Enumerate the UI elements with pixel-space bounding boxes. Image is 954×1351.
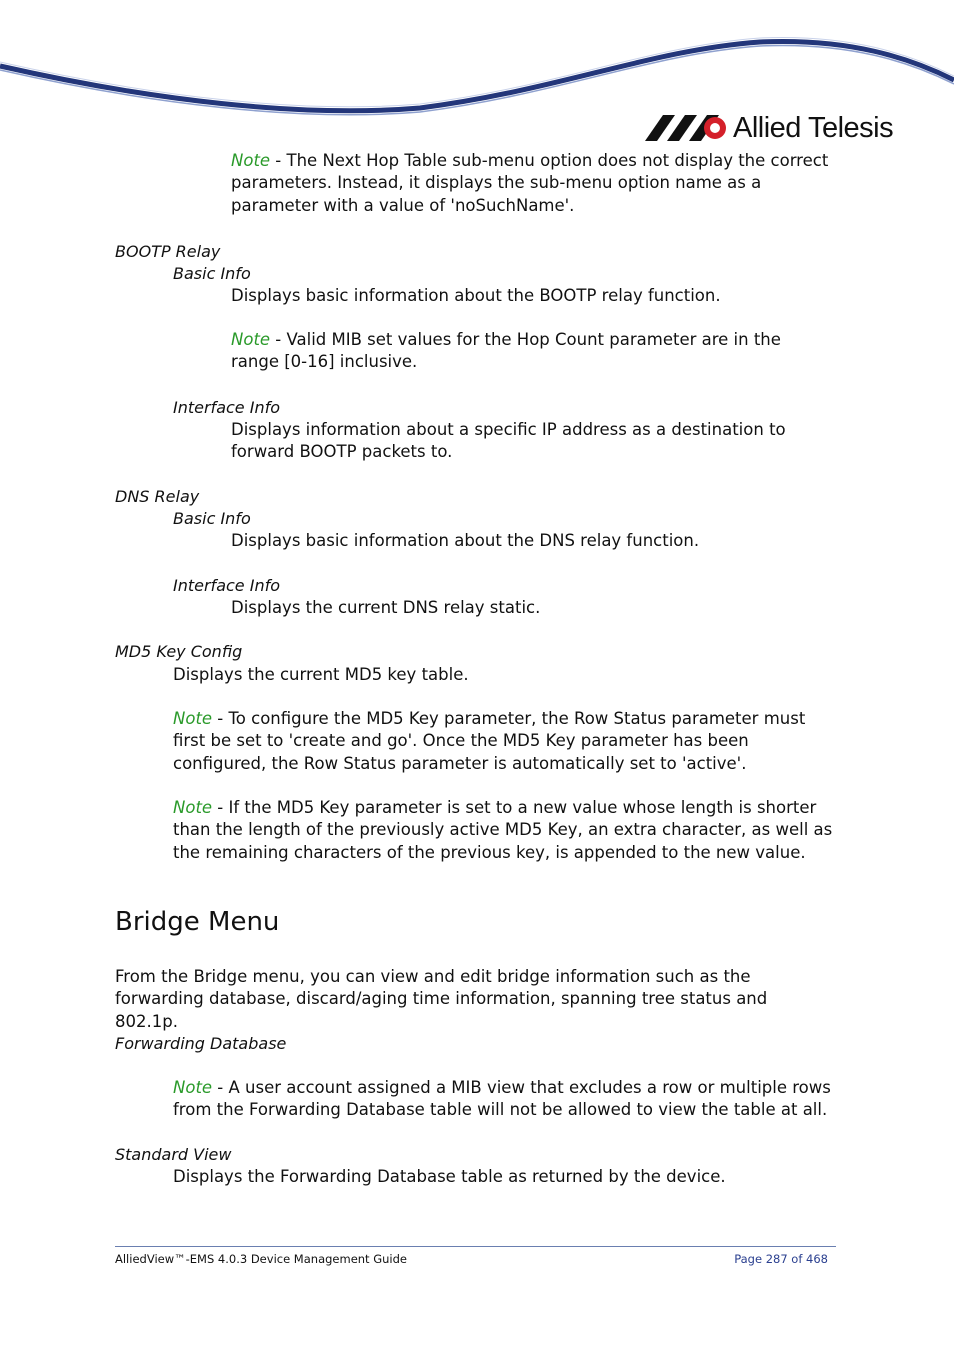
note-text: - A user account assigned a MIB view that excludes a row or multiple rows from the Forwarding Database table will not be allowed to view the table at all.	[173, 1078, 831, 1120]
footer-doc-title: AlliedView™-EMS 4.0.3 Device Management Guide	[115, 1252, 407, 1266]
allied-telesis-logo	[645, 108, 893, 148]
note-label: Note	[231, 330, 271, 349]
logo-mark-icon	[645, 115, 727, 141]
dns-iface-desc: Displays the current DNS relay static.	[231, 598, 541, 617]
dns-basic-desc: Displays basic information about the DNS relay function.	[231, 531, 700, 550]
note-text: - Valid MIB set values for the Hop Count parameter are in the range [0-16] inclusive.	[231, 330, 781, 372]
note-label: Note	[173, 1078, 213, 1097]
logo-text: Allied Telesis	[733, 111, 894, 144]
bootp-basic-desc: Displays basic information about the BOOTP relay function.	[231, 286, 721, 305]
note-text: - To configure the MD5 Key parameter, the Row Status parameter must first be set to 'create and go'. Once the MD5 Key parameter has been configured, the Row Status parameter is automatically set to 'active'.	[173, 709, 806, 773]
nexthop-note	[231, 150, 831, 217]
md5-note-1	[173, 708, 833, 775]
bootp-basic-title: Basic Info	[173, 264, 251, 283]
standard-view-title: Standard View	[115, 1145, 232, 1164]
note-label: Note	[173, 798, 213, 817]
md5-title: MD5 Key Config	[115, 642, 243, 661]
footer-divider	[115, 1246, 836, 1247]
note-label: Note	[173, 709, 213, 728]
footer-page-number: Page 287 of 468	[734, 1252, 828, 1266]
fdb-title: Forwarding Database	[115, 1034, 287, 1053]
note-label: Note	[231, 151, 271, 170]
md5-note-2	[173, 797, 833, 864]
bootp-basic-note	[231, 329, 831, 374]
bootp-relay-title: BOOTP Relay	[115, 242, 221, 261]
bootp-iface-title: Interface Info	[173, 398, 280, 417]
standard-view-desc: Displays the Forwarding Database table as returned by the device.	[173, 1167, 726, 1186]
md5-desc: Displays the current MD5 key table.	[173, 665, 469, 684]
dns-relay-title: DNS Relay	[115, 487, 200, 506]
bridge-menu-heading: Bridge Menu	[115, 907, 280, 937]
dns-iface-title: Interface Info	[173, 576, 280, 595]
fdb-note	[173, 1077, 833, 1122]
note-text: - The Next Hop Table sub-menu option does not display the correct parameters. Instead, it displays the sub-menu option name as a parameter with a value of 'noSuchName'.	[231, 151, 829, 215]
dns-basic-title: Basic Info	[173, 509, 251, 528]
bridge-intro: From the Bridge menu, you can view and edit bridge information such as the forwarding database, discard/aging time information, spanning tree status and 802.1p.	[115, 967, 768, 1031]
note-text: - If the MD5 Key parameter is set to a new value whose length is shorter than the length of the previously active MD5 Key, an extra character, as well as the remaining characters of the previous key, is appended to the new value.	[173, 798, 833, 862]
bootp-iface-desc: Displays information about a specific IP address as a destination to forward BOOTP packets to.	[231, 420, 786, 462]
